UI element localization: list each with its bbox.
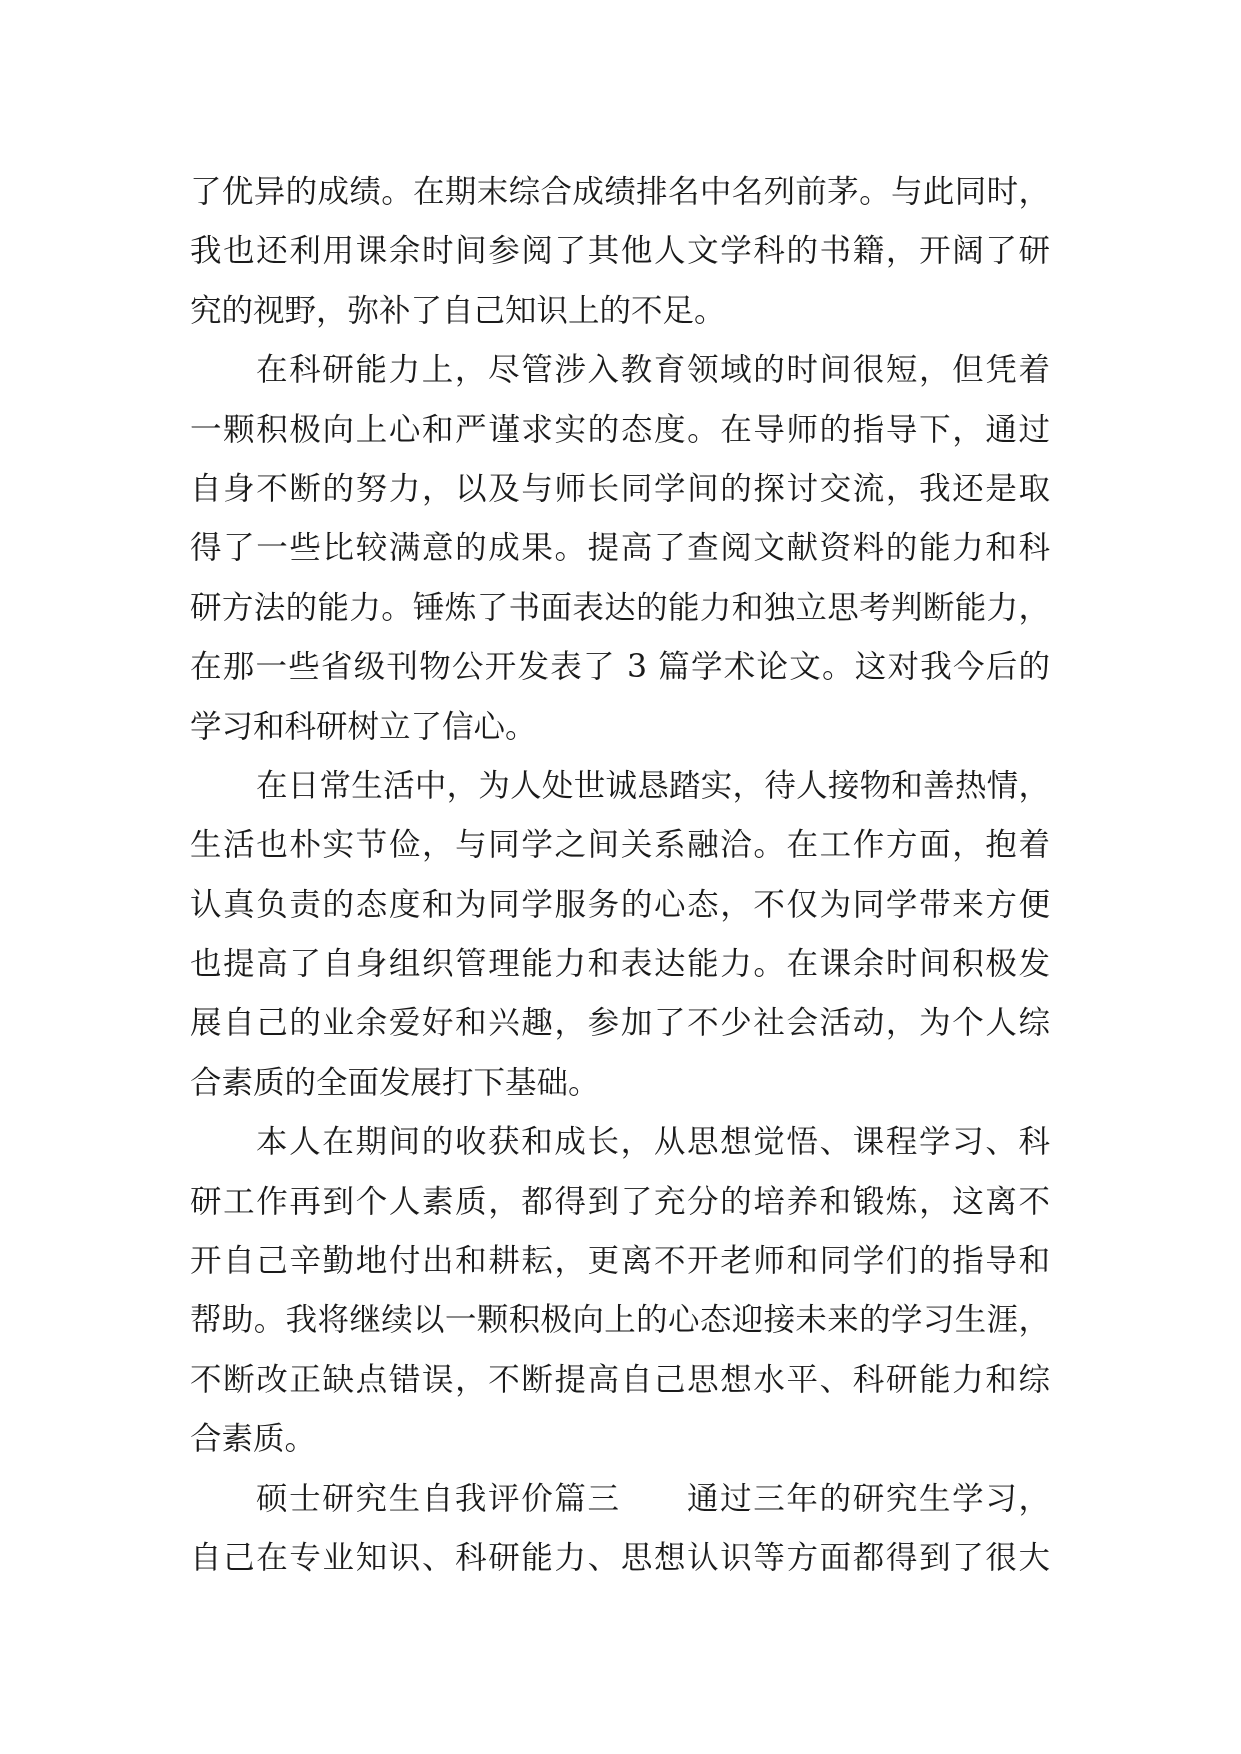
text-line: 我也还利用课余时间参阅了其他人文学科的书籍，开阔了研 bbox=[190, 233, 1050, 270]
text-line: 自己在专业知识、科研能力、思想认识等方面都得到了很大 bbox=[190, 1539, 1050, 1576]
text-line: 认真负责的态度和为同学服务的心态，不仅为同学带来方便 bbox=[190, 886, 1050, 923]
text-line: 自身不断的努力，以及与师长同学间的探讨交流，我还是取 bbox=[190, 470, 1050, 507]
text-line: 帮助。我将继续以一颗积极向上的心态迎接未来的学习生涯， bbox=[190, 1302, 1050, 1339]
text-line: 得了一些比较满意的成果。提高了查阅文献资料的能力和科 bbox=[190, 530, 1050, 567]
text-line: 也提高了自身组织管理能力和表达能力。在课余时间积极发 bbox=[190, 946, 1050, 983]
text-line: 不断改正缺点错误，不断提高自己思想水平、科研能力和综 bbox=[190, 1361, 1050, 1398]
paragraph-first-line: 本人在期间的收获和成长，从思想觉悟、课程学习、科 bbox=[256, 1124, 1050, 1161]
paragraph-first-line: 在科研能力上，尽管涉入教育领域的时间很短，但凭着 bbox=[256, 352, 1050, 389]
text-line: 研工作再到个人素质，都得到了充分的培养和锻炼，这离不 bbox=[190, 1183, 1050, 1220]
text-line: 究的视野，弥补了自己知识上的不足。 bbox=[190, 292, 726, 329]
text-line: 了优异的成绩。在期末综合成绩排名中名列前茅。与此同时， bbox=[190, 174, 1050, 210]
text-line: 展自己的业余爱好和兴趣，参加了不少社会活动，为个人综 bbox=[190, 1005, 1050, 1042]
text-line: 学习和科研树立了信心。 bbox=[190, 708, 537, 745]
text-line: 合素质的全面发展打下基础。 bbox=[190, 1064, 600, 1101]
text-line: 开自己辛勤地付出和耕耘，更离不开老师和同学们的指导和 bbox=[190, 1243, 1050, 1280]
text-line: 生活也朴实节俭，与同学之间关系融洽。在工作方面，抱着 bbox=[190, 827, 1050, 864]
text-line: 在那一些省级刊物公开发表了 3 篇学术论文。这对我今后的 bbox=[190, 649, 1050, 686]
text-line: 一颗积极向上心和严谨求实的态度。在导师的指导下，通过 bbox=[190, 411, 1050, 448]
text-line: 合素质。 bbox=[190, 1421, 317, 1458]
paragraph-first-line: 在日常生活中，为人处世诚恳踏实，待人接物和善热情， bbox=[256, 767, 1050, 804]
document-body bbox=[190, 163, 1050, 1588]
text-line: 研方法的能力。锤炼了书面表达的能力和独立思考判断能力， bbox=[190, 589, 1050, 626]
section-heading-line: 硕士研究生自我评价篇三 通过三年的研究生学习， bbox=[256, 1480, 1050, 1517]
